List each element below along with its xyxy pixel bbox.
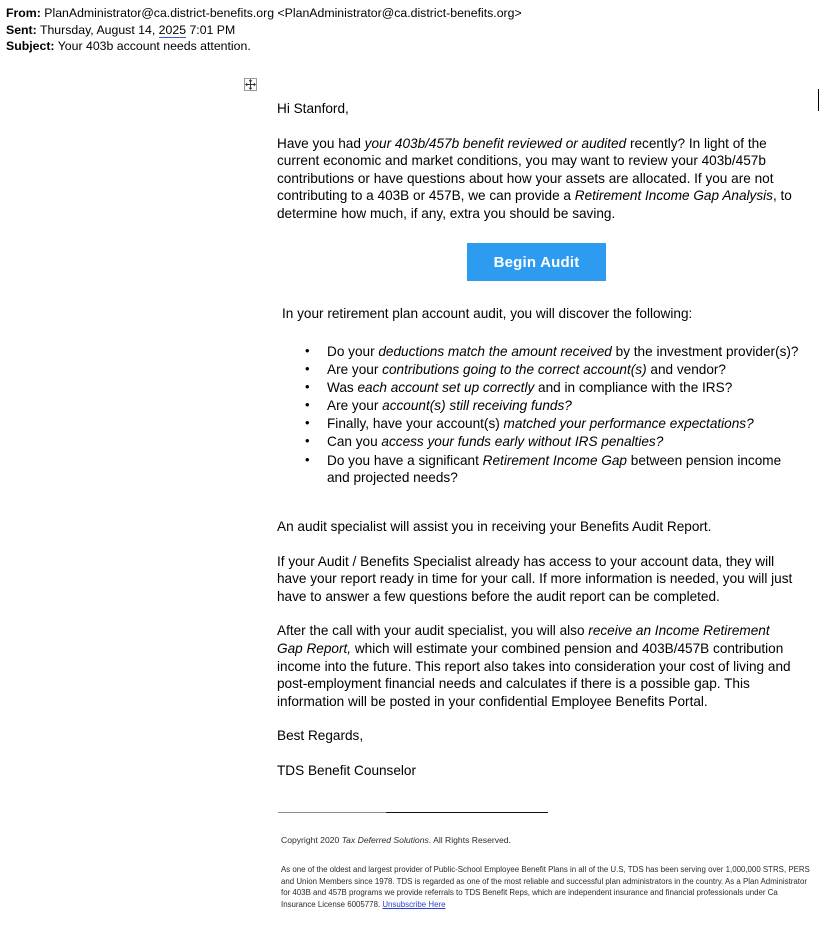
sent-label: Sent: bbox=[6, 22, 37, 37]
list-item bbox=[300, 397, 800, 415]
bullet-post: between pension income and projected needs? bbox=[327, 452, 782, 486]
specialist-paragraph: An audit specialist will assist you in receiving your Benefits Audit Report. bbox=[277, 519, 712, 534]
intro-part2: recently? In light of the current economic and market conditions, you may want to review your 403b/457b contributions or have questions about how your assets are allocated. If you are not contributing to a 403B or 457B, we can provide a bbox=[277, 135, 774, 204]
intro-emphasis-2: Retirement Income Gap Analysis bbox=[574, 188, 773, 204]
signature-line: TDS Benefit Counselor bbox=[277, 762, 417, 778]
begin-audit-button-wrapper[interactable] bbox=[467, 243, 606, 281]
bullet-emphasis: account(s) still receiving funds? bbox=[382, 398, 572, 414]
bullet-post: by the investment provider(s)? bbox=[611, 344, 799, 359]
copyright-line bbox=[281, 834, 801, 846]
gap-emphasis: receive an Income Retirement Gap Report, bbox=[277, 623, 770, 656]
disclaimer-text: As one of the oldest and largest provider of Public-School Employee Benefit Plans in all of the U.S, TDS has been serving over 1,000,000 STRS, PERS and Union Members since 1978. TDS is regarded as one of the most reliable and successful plan administrators in the country. As a Plan Administrator for 403B and 457B programs we provide referrals to TDS Benefit Reps, which are independent insurance and financial professionals under Ca Insurance License 6005778. bbox=[281, 865, 810, 909]
bullet-pre: Do your bbox=[327, 344, 379, 359]
from-label: From: bbox=[6, 6, 41, 20]
from-value: PlanAdministrator@ca.district-benefits.org <PlanAdministrator@ca.district-benefits.org> bbox=[44, 6, 522, 20]
signature-divider bbox=[278, 812, 548, 813]
bullet-emphasis: each account set up correctly bbox=[357, 380, 535, 396]
bullet-emphasis: contributions going to the correct account(s) bbox=[382, 362, 647, 378]
header-row-subject bbox=[6, 38, 826, 55]
list-item bbox=[300, 379, 800, 397]
legal-disclaimer bbox=[281, 864, 811, 910]
copyright-post: . All Rights Reserved. bbox=[428, 835, 511, 845]
list-item bbox=[300, 343, 800, 361]
subject-value: Your 403b account needs attention. bbox=[57, 39, 251, 53]
header-row-sent bbox=[6, 22, 826, 39]
bullet-pre: Do you have a significant bbox=[327, 452, 483, 468]
text-cursor-caret bbox=[818, 89, 819, 111]
list-item bbox=[300, 415, 800, 433]
gap-part2: which will estimate your combined pension and 403B/457B contribution income into the future. This report also takes into consideration your cost of living and post-employment financial needs and calculates if there is a possible gap. This information will be posted in your confidential Employee Benefits Portal. bbox=[277, 640, 791, 709]
move-handle-icon[interactable] bbox=[244, 78, 257, 91]
bullet-pre: Are your bbox=[327, 398, 383, 414]
bullet-pre: Finally, have your account(s) bbox=[327, 416, 504, 432]
intro-emphasis-1: your 403b/457b benefit reviewed or audited bbox=[364, 135, 627, 151]
intro-paragraph bbox=[277, 135, 795, 223]
list-item bbox=[300, 433, 800, 451]
list-item bbox=[300, 452, 800, 487]
mail-body-top bbox=[277, 100, 795, 240]
bullet-post: and in compliance with the IRS? bbox=[534, 380, 733, 396]
bullet-post: and vendor? bbox=[646, 362, 726, 378]
signoff-line: Best Regards, bbox=[277, 728, 364, 744]
gap-part1: After the call with your audit specialist, you will also bbox=[277, 623, 589, 639]
closing-paragraphs bbox=[277, 518, 795, 780]
sent-date-smarttag[interactable]: 2025 bbox=[158, 22, 187, 37]
copyright-pre: Copyright 2020 bbox=[281, 835, 342, 845]
bullet-emphasis: matched your performance expectations? bbox=[503, 416, 754, 432]
copyright-company: Tax Deferred Solutions bbox=[341, 835, 429, 845]
subject-label: Subject: bbox=[6, 39, 55, 53]
bullet-emphasis: deductions match the amount received bbox=[378, 344, 612, 359]
bullet-emphasis: Retirement Income Gap bbox=[482, 452, 627, 468]
message-header bbox=[6, 5, 826, 55]
list-intro-text: In your retirement plan account audit, you will discover the following: bbox=[282, 306, 693, 321]
sent-date-prefix: Thursday, August 14, bbox=[39, 22, 159, 37]
sent-time: 7:01 PM bbox=[186, 22, 236, 37]
intro-part1: Have you had bbox=[277, 135, 365, 151]
bullet-pre: Was bbox=[327, 380, 358, 396]
bullet-pre: Can you bbox=[327, 434, 382, 450]
access-paragraph: If your Audit / Benefits Specialist already has access to your account data, they will have your report ready in time for your call. If more information is needed, you will just have to answer a few questions before the audit report can be completed. bbox=[277, 553, 793, 604]
list-intro-wrapper bbox=[282, 305, 802, 323]
greeting-line: Hi Stanford, bbox=[277, 101, 349, 116]
bullet-pre: Are your bbox=[327, 362, 383, 378]
gap-report-paragraph bbox=[277, 622, 795, 710]
audit-discovery-list bbox=[300, 343, 800, 487]
bullet-emphasis: access your funds early without IRS penalties? bbox=[381, 434, 664, 450]
list-item bbox=[300, 361, 800, 379]
unsubscribe-link[interactable]: Unsubscribe Here bbox=[382, 899, 446, 909]
intro-part3: , to determine how much, if any, extra you should be saving. bbox=[277, 188, 792, 221]
header-row-from bbox=[6, 5, 826, 22]
begin-audit-button[interactable]: Begin Audit bbox=[467, 243, 606, 281]
